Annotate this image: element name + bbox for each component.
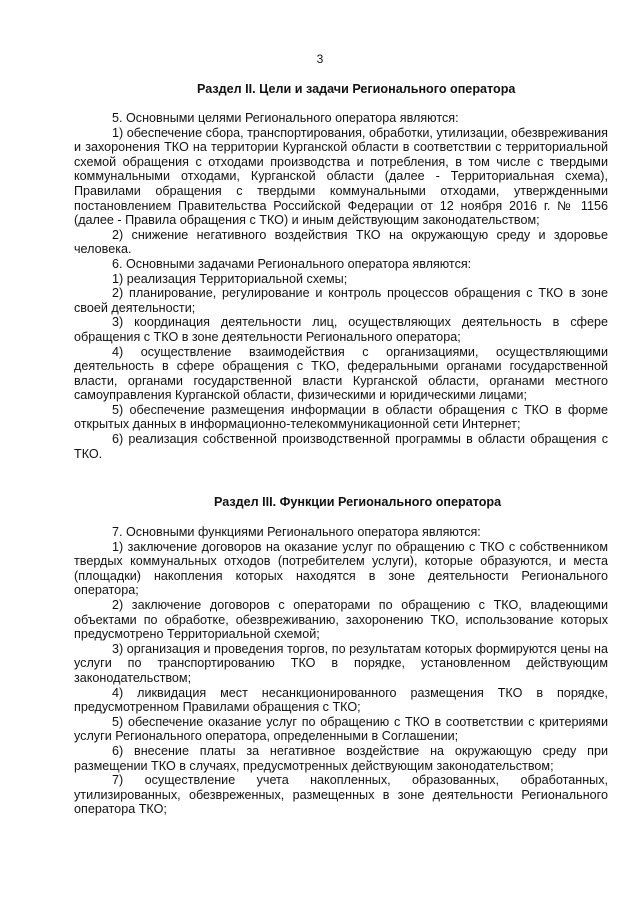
page-number: 3 — [316, 52, 324, 66]
paragraph-tasks-intro: 6. Основными задачами Регионального оператора являются: — [112, 256, 472, 271]
paragraph-function-1: 1) заключение договоров на оказание услуг по обращению с ТКО с собственником твердых коммунальных отходов (потребителем услуги), которые образуются, и места (площадки) накопления которых находятся в зоне деятельности Регионального оператора; — [74, 539, 608, 598]
paragraph-task-6: 6) реализация собственной производственной программы в области обращения с ТКО. — [74, 432, 608, 461]
section-3-body — [74, 525, 608, 817]
paragraph-task-5: 5) обеспечение размещения информации в области обращения с ТКО в форме открытых данных в информационно-телекоммуникационной сети Интернет; — [74, 402, 608, 432]
paragraph-task-4: 4) осуществление взаимодействия с организациями, осуществляющими деятельность в сфере обращения с ТКО, федеральными органами государственной власти, органами государственной власти Курганской области, органами местного самоуправления Курганской области, физическими и юридическими лицами; — [74, 344, 608, 403]
paragraph-goal-1: 1) обеспечение сбора, транспортирования, обработки, утилизации, обезвреживания и захоронения ТКО на территории Курганской области в соответствии с территориальной схемой обращения с отходами производства и потребления, в том числе с твердыми коммунальными отходами, Курганской области (далее - Территориальная схема), Правилами обращения с твердыми коммунальными отходами, утвержденными постановлением Правительства Российской Федерации от 12 ноября 2016 г. № 1156 (далее - Правила обращения с ТКО) и иным действующим законодательством; — [74, 125, 608, 228]
paragraph-function-2: 2) заключение договоров с операторами по обращению с ТКО, владеющими объектами по обработке, обезвреживанию, захоронению ТКО, использование которых предусмотрено Территориальной схемой; — [74, 597, 608, 642]
section-2-heading: Раздел II. Цели и задачи Регионального оператора — [197, 82, 516, 96]
paragraph-function-4: 4) ликвидация мест несанкционированного размещения ТКО в порядке, предусмотренном Правилами обращения с ТКО; — [74, 685, 608, 715]
paragraph-function-3: 3) организация и проведения торгов, по результатам которых формируются цены на услуги по транспортированию ТКО в порядке, установленном действующим законодательством; — [74, 641, 608, 685]
paragraph-goals-intro: 5. Основными целями Регионального оператора являются: — [112, 111, 459, 125]
section-2-body — [74, 111, 608, 461]
paragraph-functions-intro: 7. Основными функциями Регионального оператора являются: — [112, 525, 481, 539]
section-3-heading: Раздел III. Функции Регионального оператора — [214, 495, 502, 509]
paragraph-function-6: 6) внесение платы за негативное воздействие на окружающую среду при размещении ТКО в случаях, предусмотренных действующим законодательством; — [74, 743, 608, 773]
paragraph-function-7: 7) осуществление учета накопленных, образованных, обработанных, утилизированных, обезвреженных, размещенных в зоне деятельности Регионального оператора ТКО; — [74, 773, 608, 817]
paragraph-task-2: 2) планирование, регулирование и контроль процессов обращения с ТКО в зоне своей деятельности; — [74, 286, 608, 315]
paragraph-function-5: 5) обеспечение оказание услуг по обращению с ТКО в соответствии с критериями услуги Регионального оператора, определенными в Соглашении; — [74, 714, 608, 744]
paragraph-goal-2: 2) снижение негативного воздействия ТКО на окружающую среду и здоровье человека. — [74, 227, 608, 257]
paragraph-task-3: 3) координация деятельности лиц, осуществляющих деятельность в сфере обращения с ТКО в зоне деятельности Регионального оператора; — [74, 315, 608, 344]
paragraph-task-1: 1) реализация Территориальной схемы; — [112, 271, 348, 286]
